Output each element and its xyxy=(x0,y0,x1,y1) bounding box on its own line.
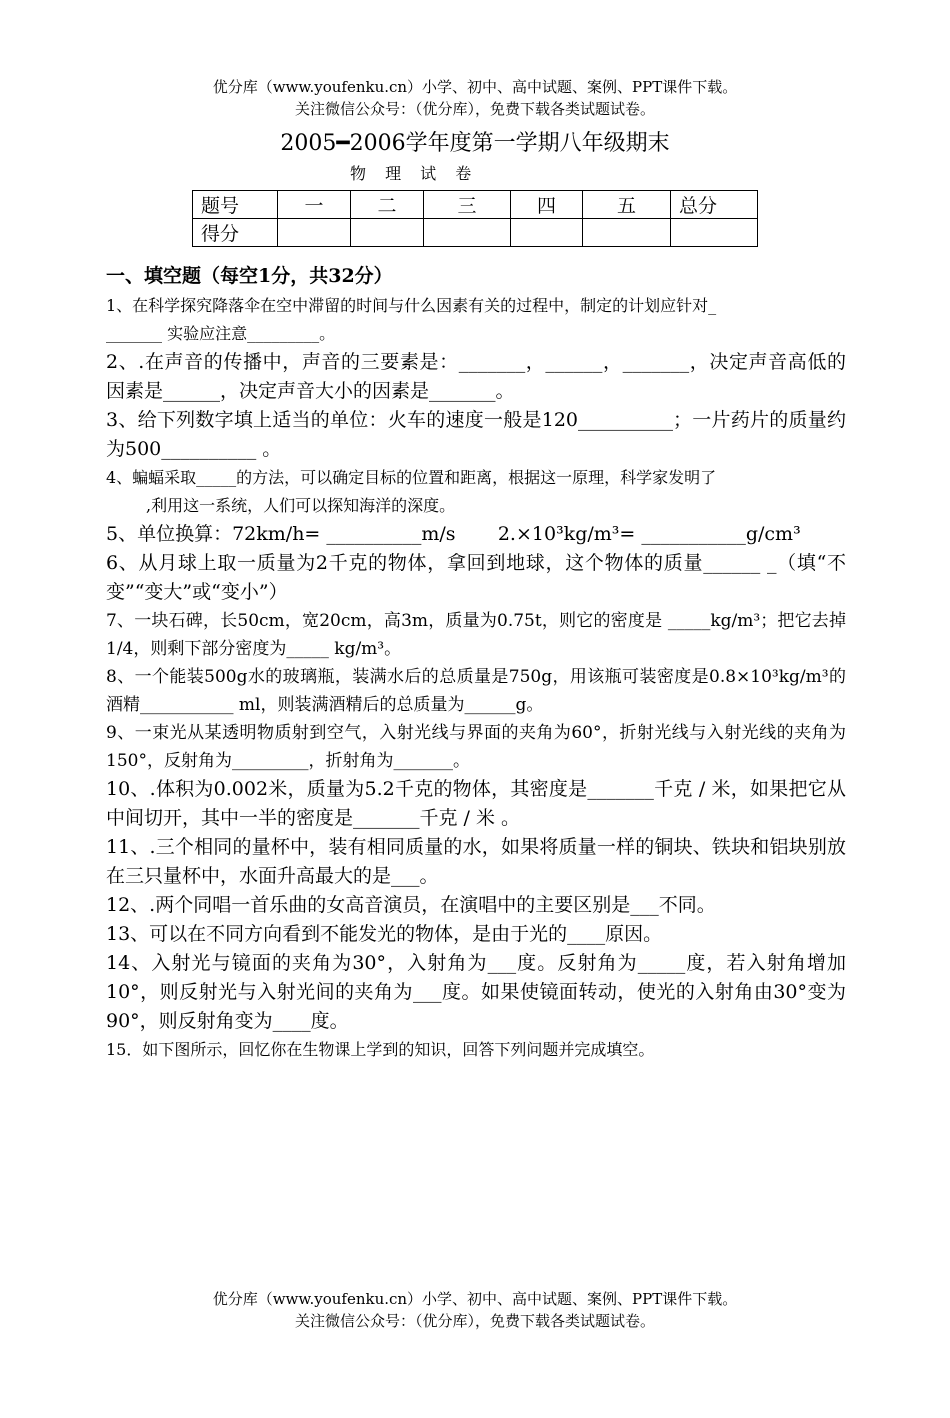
question-4a: 4、蝙蝠采取_____的方法，可以确定目标的位置和距离，根据这一原理，科学家发明了 xyxy=(106,468,717,487)
footer-line-1: 优分库（www.youfenku.cn）小学、初中、高中试题、案例、PPT课件下载。 xyxy=(212,1290,738,1308)
question-1a: 1、在科学探究降落伞在空中滞留的时间与什么因素有关的过程中，制定的计划应针对_ xyxy=(106,296,717,315)
question-5: 5、单位换算：72km/h= __________m/s 2.×10³kg/m³= ___________g/cm³ xyxy=(106,523,801,545)
score-input-cell[interactable] xyxy=(583,219,671,247)
exam-subtitle: 物 理 试 卷 xyxy=(350,164,479,183)
score-cell: 总分 xyxy=(671,191,758,219)
header-line-2: 关注微信公众号：（优分库），免费下载各类试题试卷。 xyxy=(294,100,655,118)
question-11: 11、.三个相同的量杯中，装有相同质量的水，如果将质量一样的铜块、铁块和铝块别放在三只量杯中，水面升高最大的是___。 xyxy=(106,836,846,887)
score-table-score-row xyxy=(193,219,758,247)
question-7: 7、一块石碑，长50cm，宽20cm，高3m，质量为0.75t，则它的密度是 _____kg/m³；把它去掉1/4，则剩下部分密度为_____ kg/m³。 xyxy=(106,611,846,659)
score-cell: 五 xyxy=(583,191,671,219)
question-14: 14、入射光与镜面的夹角为30°，入射角为___度。反射角为_____度，若入射角增加10°，则反射光与入射光间的夹角为___度。如果使镜面转动，使光的入射角由30°变为90°，则反射角变为____度。 xyxy=(106,952,846,1032)
exam-title: 2005━2006学年度第一学期八年级期末 xyxy=(280,131,670,156)
question-9: 9、一束光从某透明物质射到空气，入射光线与界面的夹角为60°，折射光线与入射光线的夹角为150°，反射角为_________，折射角为_______。 xyxy=(106,723,846,771)
question-6: 6、从月球上取一质量为2千克的物体，拿回到地球，这个物体的质量______ _（填“不变”“变大”或“变小”） xyxy=(106,552,846,603)
score-cell: 得分 xyxy=(193,219,278,247)
question-3: 3、给下列数字填上适当的单位：火车的速度一般是120__________；一片药片的质量约为500__________ 。 xyxy=(106,409,846,460)
question-list xyxy=(0,292,950,1064)
score-table-header-row xyxy=(193,191,758,219)
score-input-cell[interactable] xyxy=(424,219,511,247)
score-input-cell[interactable] xyxy=(671,219,758,247)
page-footer xyxy=(0,1288,950,1332)
score-cell: 二 xyxy=(351,191,424,219)
question-2: 2、.在声音的传播中，声音的三要素是：_______，______，_______，决定声音高低的因素是______，决定声音大小的因素是_______。 xyxy=(106,351,846,402)
section-heading: 一、填空题（每空1分，共32分） xyxy=(106,265,393,287)
score-cell: 一 xyxy=(278,191,351,219)
score-cell: 题号 xyxy=(193,191,278,219)
question-13: 13、可以在不同方向看到不能发光的物体，是由于光的____原因。 xyxy=(106,923,663,945)
header-line-1: 优分库（www.youfenku.cn）小学、初中、高中试题、案例、PPT课件下载。 xyxy=(212,78,738,96)
score-input-cell[interactable] xyxy=(511,219,583,247)
page-header xyxy=(0,76,950,120)
score-input-cell[interactable] xyxy=(278,219,351,247)
question-15: 15．如下图所示，回忆你在生物课上学到的知识，回答下列问题并完成填空。 xyxy=(106,1040,655,1059)
score-cell: 三 xyxy=(424,191,511,219)
question-12: 12、.两个同唱一首乐曲的女高音演员，在演唱中的主要区别是___不同。 xyxy=(106,894,716,916)
question-1b: _______ 实验应注意_________。 xyxy=(106,324,336,343)
score-table xyxy=(192,190,758,247)
question-4b: ,利用这一系统，人们可以探知海洋的深度。 xyxy=(146,496,456,515)
question-8: 8、一个能装500g水的玻璃瓶，装满水后的总质量是750g，用该瓶可装密度是0.8×10³kg/m³的酒精___________ ml，则装满酒精后的总质量为______g。 xyxy=(106,667,846,715)
question-10: 10、.体积为0.002米，质量为5.2千克的物体，其密度是_______千克 / 米，如果把它从中间切开，其中一半的密度是_______千克 / 米 。 xyxy=(106,778,846,829)
footer-line-2: 关注微信公众号：（优分库），免费下载各类试题试卷。 xyxy=(294,1312,655,1330)
score-input-cell[interactable] xyxy=(351,219,424,247)
score-cell: 四 xyxy=(511,191,583,219)
